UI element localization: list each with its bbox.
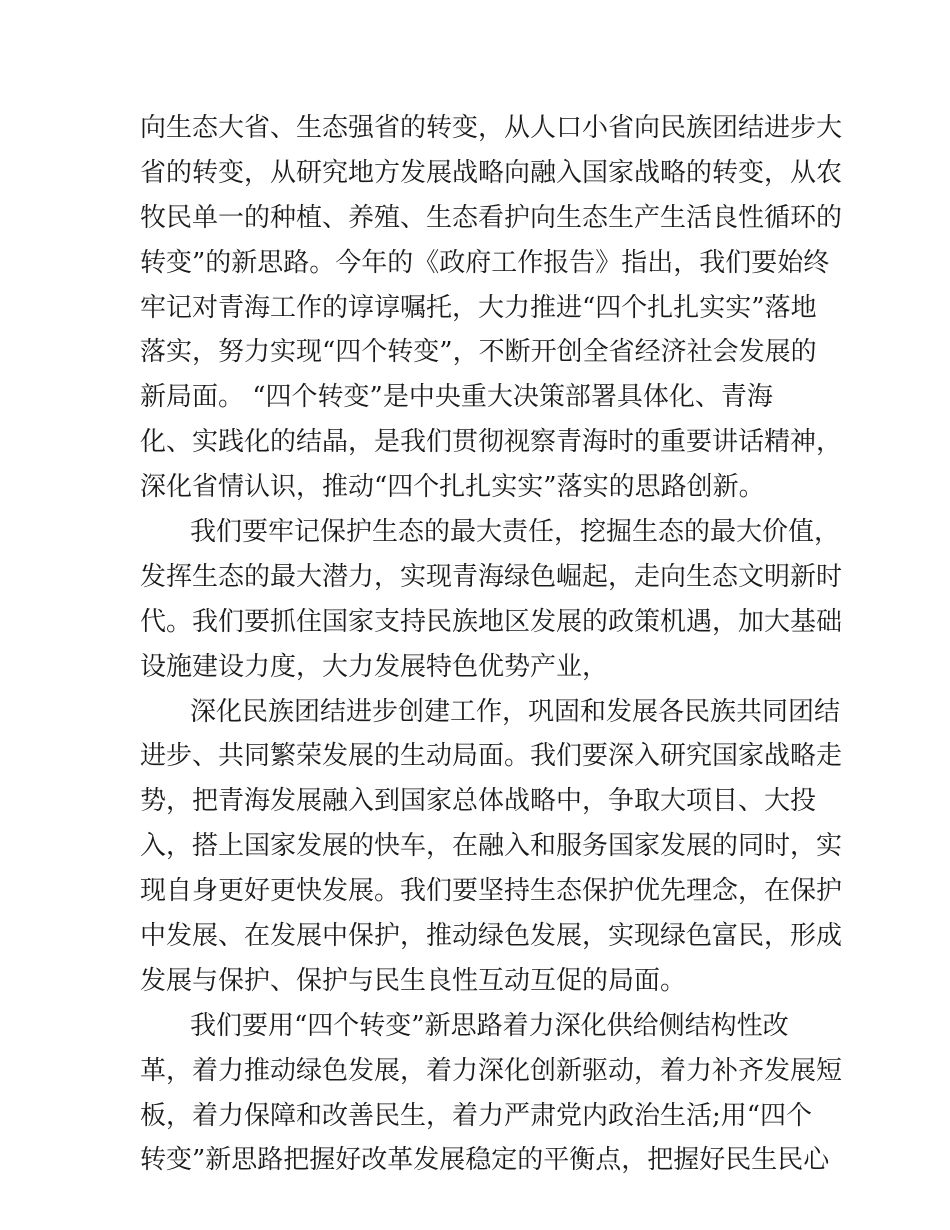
- text-line: 转变”新思路把握好改革发展稳定的平衡点，把握好民生民心: [140, 1145, 830, 1176]
- text-line: 板，着力保障和改善民生，着力严肃党内政治生活;用“四个: [140, 1100, 813, 1131]
- text-line: 代。我们要抓住国家支持民族地区发展的政策机遇，加大基础: [140, 606, 843, 637]
- text-line: 革，着力推动绿色发展，着力深化创新驱动，着力补齐发展短: [140, 1055, 843, 1086]
- text-line: 势，把青海发展融入到国家总体战略中，争取大项目、大投: [140, 786, 817, 817]
- text-line: 转变”的新思路。今年的《政府工作报告》指出，我们要始终: [140, 247, 830, 278]
- text-line: 牢记对青海工作的谆谆嘱托，大力推进“四个扎扎实实”落地: [140, 292, 817, 323]
- paragraph-first-line: 深化民族团结进步创建工作，巩固和发展各民族共同团结: [190, 696, 841, 727]
- text-line: 深化省情认识，推动“四个扎扎实实”落实的思路创新。: [140, 472, 765, 503]
- text-line: 入，搭上国家发展的快车，在融入和服务国家发展的同时，实: [140, 831, 843, 862]
- text-line: 发展与保护、保护与民生良性互动互促的局面。: [140, 965, 687, 996]
- text-line: 向生态大省、生态强省的转变，从人口小省向民族团结进步大: [140, 113, 843, 143]
- text-line: 省的转变，从研究地方发展战略向融入国家战略的转变，从农: [140, 157, 843, 188]
- document-body-text: [140, 106, 843, 1183]
- text-line: 进步、共同繁荣发展的生动局面。我们要深入研究国家战略走: [140, 741, 843, 772]
- paragraph-first-line: 我们要用“四个转变”新思路着力深化供给侧结构性改: [190, 1010, 789, 1041]
- text-line: 新局面。 “四个转变”是中央重大决策部署具体化、青海: [140, 382, 773, 413]
- text-line: 化、实践化的结晶，是我们贯彻视察青海时的重要讲话精神，: [140, 427, 843, 458]
- text-line: 设施建设力度，大力发展特色优势产业，: [140, 651, 609, 682]
- text-line: 发挥生态的最大潜力，实现青海绿色崛起，走向生态文明新时: [140, 561, 843, 592]
- text-line: 落实，努力实现“四个转变”，不断开创全省经济社会发展的: [140, 337, 817, 368]
- text-line: 现自身更好更快发展。我们要坚持生态保护优先理念，在保护: [140, 876, 843, 907]
- paragraph-first-line: 我们要牢记保护生态的最大责任，挖掘生态的最大价值，: [190, 517, 841, 548]
- text-line: 中发展、在发展中保护，推动绿色发展，实现绿色富民，形成: [140, 921, 843, 952]
- text-line: 牧民单一的种植、养殖、生态看护向生态生产生活良性循环的: [140, 202, 843, 233]
